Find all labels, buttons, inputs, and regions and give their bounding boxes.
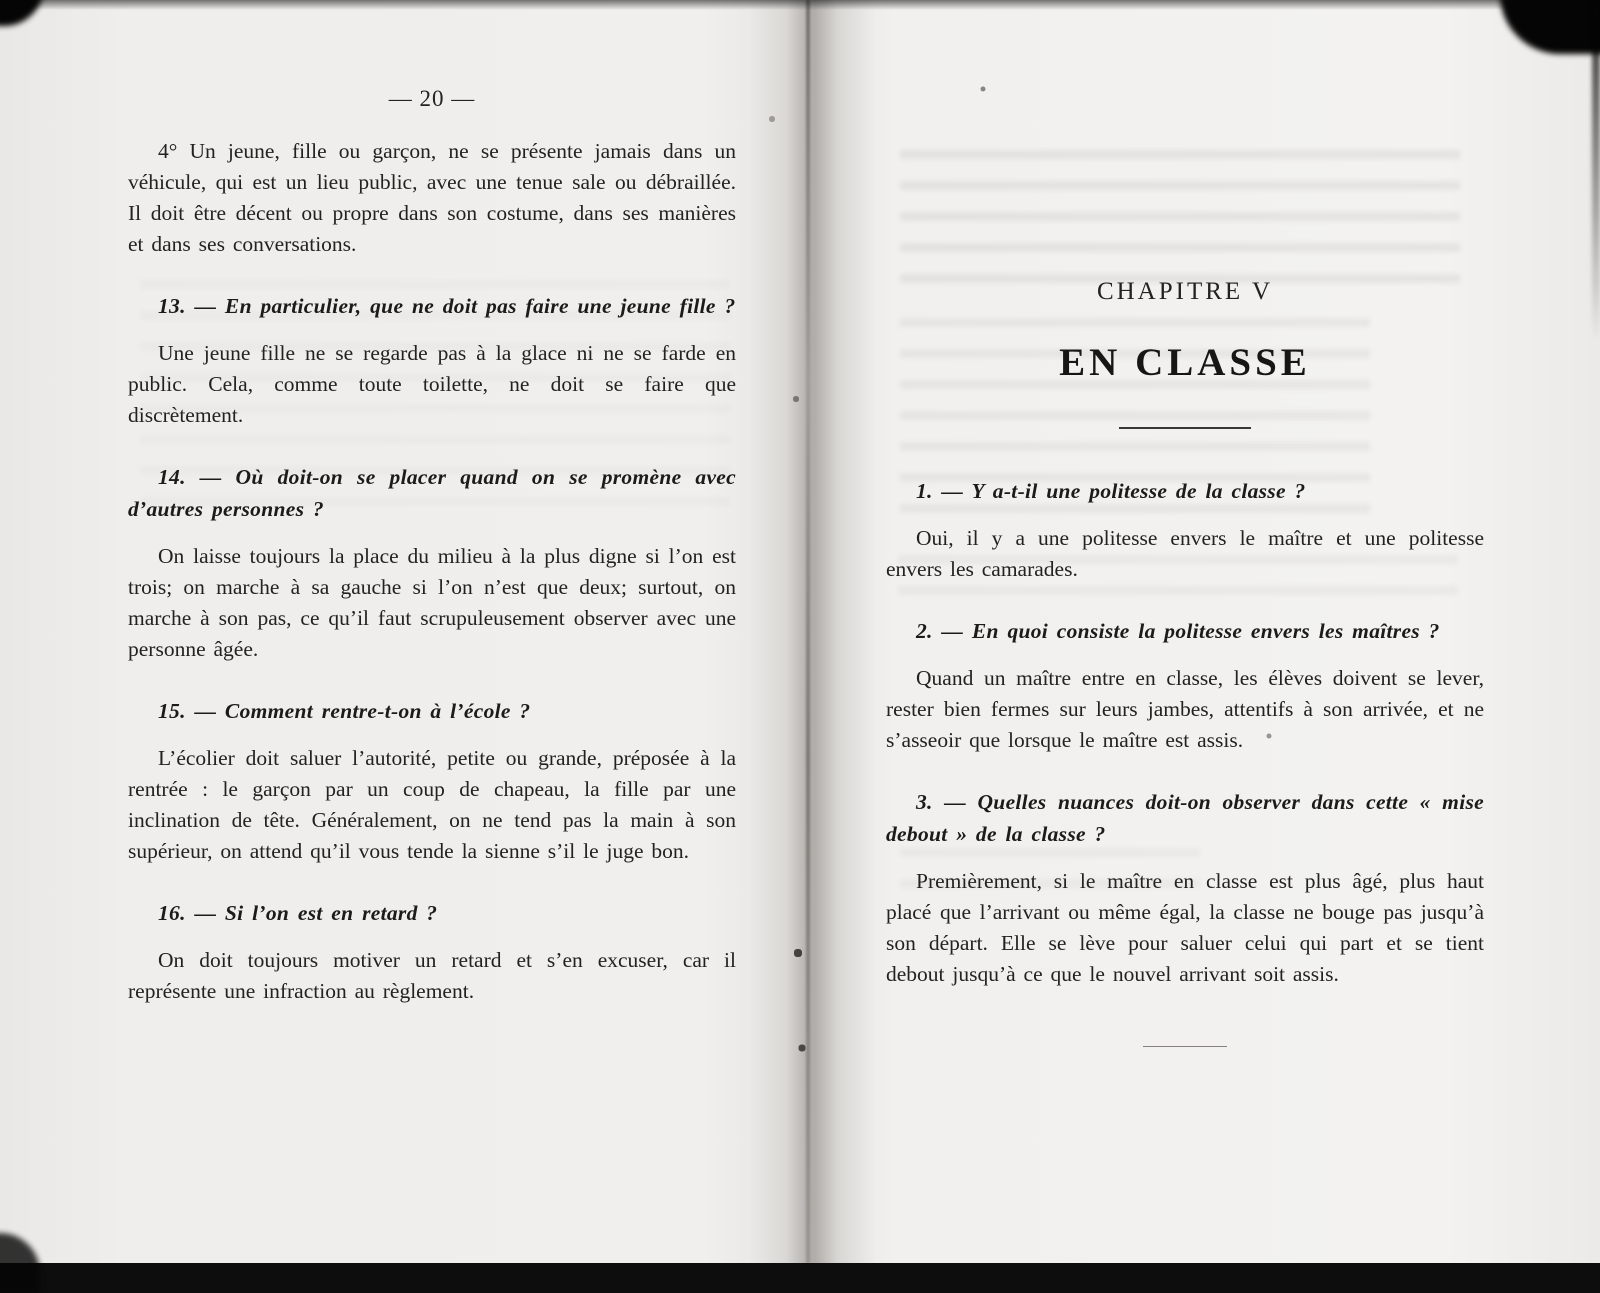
chapter-title: EN CLASSE: [886, 340, 1484, 385]
question-13: 13. — En particulier, que ne doit pas faire une jeune fille ?: [128, 290, 736, 322]
scan-corner-top-left: [0, 0, 44, 26]
right-page: [886, 278, 1484, 1047]
scan-corner-top-right: [1500, 0, 1600, 54]
answer-15: L’écolier doit saluer l’autorité, petite ou grande, préposée à la rentrée : le garçon par un coup de chapeau, la fille par une inclination de tête. Généralement, on ne tend pas la main à son supérieur, on attend qu’il vous tende la sienne s’il le juge bon.: [128, 743, 736, 867]
question-1: 1. — Y a-t-il une politesse de la classe ?: [886, 475, 1484, 507]
page-gutter-shadow: [748, 0, 876, 1263]
answer-3: Premièrement, si le maître en classe est plus âgé, plus haut placé que l’arrivant ou même égal, la classe ne bouge pas jusqu’à son départ. Elle se lève pour saluer celui qui part et se tient debout jusqu’à ce que le nouvel arrivant soit assis.: [886, 866, 1484, 990]
answer-14: On laisse toujours la place du milieu à la plus digne si l’on est trois; on marche à sa gauche si l’on n’est que deux; surtout, on marche à son pas, ce qu’il faut scrupuleusement observer avec une personne âgée.: [128, 541, 736, 665]
paragraph-item-4: 4° Un jeune, fille ou garçon, ne se présente jamais dans un véhicule, qui est un lieu public, avec une tenue sale ou débraillée. Il doit être décent ou propre dans son costume, dans ses manières et dans ses conversations.: [128, 136, 736, 260]
answer-2: Quand un maître entre en classe, les élèves doivent se lever, rester bien fermes sur leurs jambes, attentifs à son arrivée, et ne s’asseoir que lorsque le maître est assis.: [886, 663, 1484, 756]
page-number: — 20 —: [128, 86, 736, 112]
scan-edge-right: [1592, 0, 1600, 340]
question-16: 16. — Si l’on est en retard ?: [128, 897, 736, 929]
chapter-label: CHAPITRE V: [886, 278, 1484, 306]
question-14: 14. — Où doit-on se placer quand on se promène avec d’autres personnes ?: [128, 461, 736, 525]
answer-16: On doit toujours motiver un retard et s’en excuser, car il représente une infraction au règlement.: [128, 945, 736, 1007]
page-fold-crease: [806, 0, 810, 1263]
question-2: 2. — En quoi consiste la politesse envers les maîtres ?: [886, 615, 1484, 647]
answer-13: Une jeune fille ne se regarde pas à la glace ni ne se farde en public. Cela, comme toute toilette, ne doit se faire que discrètement.: [128, 338, 736, 431]
scan-speck-artifacts: [0, 0, 2, 2]
scan-corner-bottom-left: [0, 1233, 40, 1293]
question-3: 3. — Quelles nuances doit-on observer dans cette « mise debout » de la classe ?: [886, 786, 1484, 850]
section-rule: [1119, 427, 1251, 429]
scan-edge-top: [0, 0, 1600, 10]
answer-1: Oui, il y a une politesse envers le maître et une politesse envers les camarades.: [886, 523, 1484, 585]
end-rule: [1143, 1046, 1227, 1047]
left-page: [128, 86, 736, 1007]
question-15: 15. — Comment rentre-t-on à l’école ?: [128, 695, 736, 727]
